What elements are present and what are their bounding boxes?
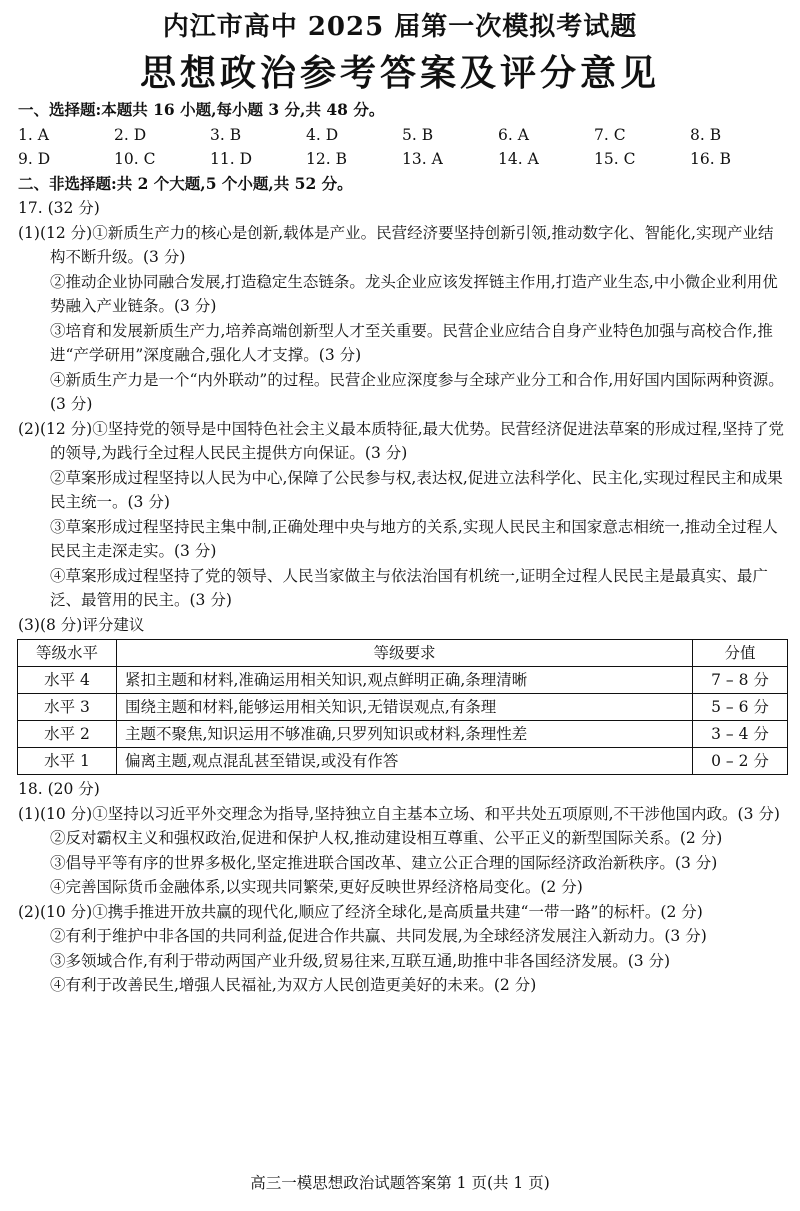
answer-item: 13. A xyxy=(402,150,443,168)
q18-part2-point3: ③多领域合作,有利于带动两国产业升级,贸易往来,互联互通,助推中非各国经济发展。(3 分) xyxy=(50,951,671,970)
table-cell-level: 水平 4 xyxy=(18,667,117,694)
table-row xyxy=(18,667,788,694)
q18-part2-point4: ④有利于改善民生,增强人民福祉,为双方人民创造更美好的未来。(2 分) xyxy=(50,976,537,994)
scoring-table xyxy=(17,639,788,775)
answer-item: 2. D xyxy=(114,125,147,144)
answer-item: 3. B xyxy=(210,125,242,144)
q17-part1-point2: ②推动企业协同融合发展,打造稳定生态链条。龙头企业应该发挥链主作用,打造产业生态,中小微企业利用优势融入产业链条。(3 分) xyxy=(50,272,778,315)
table-header-score: 分值 xyxy=(693,640,788,667)
q17-part1-point3: ③培育和发展新质生产力,培养高端创新型人才至关重要。民营企业应结合自身产业特色加强与高校合作,推进“产学研用”深度融合,强化人才支撑。(3 分) xyxy=(50,321,773,364)
document-body xyxy=(18,98,786,998)
table-cell-level: 水平 2 xyxy=(18,721,117,748)
q18-part2-point1: (2)(10 分)①携手推进开放共赢的现代化,顺应了经济全球化,是高质量共建“一带一路”的标杆。(2 分) xyxy=(18,902,703,921)
answer-item: 6. A xyxy=(498,125,529,144)
table-row xyxy=(18,694,788,721)
q18-part1-point2: ②反对霸权主义和强权政治,促进和保护人权,推动建设相互尊重、公平正义的新型国际关系。(2 分) xyxy=(50,829,723,847)
q17-label: 17. (32 分) xyxy=(18,199,100,217)
section2-heading: 二、非选择题:共 2 个大题,5 个小题,共 52 分。 xyxy=(18,173,353,193)
section1-heading: 一、选择题:本题共 16 小题,每小题 3 分,共 48 分。 xyxy=(18,100,385,119)
answer-item: 7. C xyxy=(594,125,626,144)
answers-row-2 xyxy=(18,147,786,172)
answer-item: 10. C xyxy=(114,150,156,168)
table-header-requirement: 等级要求 xyxy=(117,640,693,667)
answer-item: 1. A xyxy=(18,125,49,144)
exam-title: 内江市高中 2025 届第一次模拟考试题 xyxy=(162,12,638,42)
table-cell-requirement: 主题不聚焦,知识运用不够准确,只罗列知识或材料,条理性差 xyxy=(117,721,693,748)
q17-part2-point1: (2)(12 分)①坚持党的领导是中国特色社会主义最本质特征,最大优势。民营经济促进法草案的形成过程,坚持了党的领导,为践行全过程人民民主提供方向保证。(3 分) xyxy=(18,419,785,462)
table-row xyxy=(18,748,788,775)
q17-part1-point4: ④新质生产力是一个“内外联动”的过程。民营企业应深度参与全球产业分工和合作,用好国内国际两种资源。(3 分) xyxy=(50,370,784,413)
table-header-row xyxy=(18,640,788,667)
answer-item: 9. D xyxy=(18,150,51,168)
table-cell-score: 3 – 4 分 xyxy=(693,721,788,748)
answers-row-1 xyxy=(18,123,786,148)
page-footer: 高三一模思想政治试题答案第 1 页(共 1 页) xyxy=(250,1174,550,1192)
answer-item: 15. C xyxy=(594,150,636,168)
answer-item: 14. A xyxy=(498,150,539,168)
table-row xyxy=(18,721,788,748)
q18-part1-point1: (1)(10 分)①坚持以习近平外交理念为指导,坚持独立自主基本立场、和平共处五项原则,不干涉他国内政。(3 分) xyxy=(18,804,780,823)
q18-part1-point3: ③倡导平等有序的世界多极化,坚定推进联合国改革、建立公正合理的国际经济政治新秩序。(3 分) xyxy=(50,853,718,872)
table-cell-requirement: 紧扣主题和材料,准确运用相关知识,观点鲜明正确,条理清晰 xyxy=(117,667,693,694)
table-cell-level: 水平 1 xyxy=(18,748,117,775)
table-cell-requirement: 围绕主题和材料,能够运用相关知识,无错误观点,有条理 xyxy=(117,694,693,721)
table-cell-score: 0 – 2 分 xyxy=(693,748,788,775)
answer-item: 16. B xyxy=(690,150,731,168)
q18-part2-point2: ②有利于维护中非各国的共同利益,促进合作共赢、共同发展,为全球经济发展注入新动力。(3 分) xyxy=(50,927,707,945)
q17-part2-point2: ②草案形成过程坚持以人民为中心,保障了公民参与权,表达权,促进立法科学化、民主化,实现过程民主和成果民主统一。(3 分) xyxy=(50,468,783,511)
table-cell-score: 5 – 6 分 xyxy=(693,694,788,721)
table-cell-score: 7 – 8 分 xyxy=(693,667,788,694)
table-cell-level: 水平 3 xyxy=(18,694,117,721)
q17-part2-point3: ③草案形成过程坚持民主集中制,正确处理中央与地方的关系,实现人民民主和国家意志相统一,推动全过程人民民主走深走实。(3 分) xyxy=(50,517,778,560)
answer-item: 4. D xyxy=(306,125,339,144)
q17-part1-point1: (1)(12 分)①新质生产力的核心是创新,载体是产业。民营经济要坚持创新引领,推动数字化、智能化,实现产业结构不断升级。(3 分) xyxy=(18,223,774,266)
q18-part1-point4: ④完善国际货币金融体系,以实现共同繁荣,更好反映世界经济格局变化。(2 分) xyxy=(50,878,583,896)
answer-item: 8. B xyxy=(690,125,722,144)
answer-item: 5. B xyxy=(402,125,434,144)
q18-label: 18. (20 分) xyxy=(18,780,100,798)
q17-part2-point4: ④草案形成过程坚持了党的领导、人民当家做主与依法治国有机统一,证明全过程人民民主是最真实、最广泛、最管用的民主。(3 分) xyxy=(50,566,768,609)
q17-part3-label: (3)(8 分)评分建议 xyxy=(18,615,145,634)
table-header-level: 等级水平 xyxy=(18,640,117,667)
answer-item: 12. B xyxy=(306,150,347,168)
table-cell-requirement: 偏离主题,观点混乱甚至错误,或没有作答 xyxy=(117,748,693,775)
answer-item: 11. D xyxy=(210,150,253,168)
answer-key-title: 思想政治参考答案及评分意见 xyxy=(139,52,660,94)
